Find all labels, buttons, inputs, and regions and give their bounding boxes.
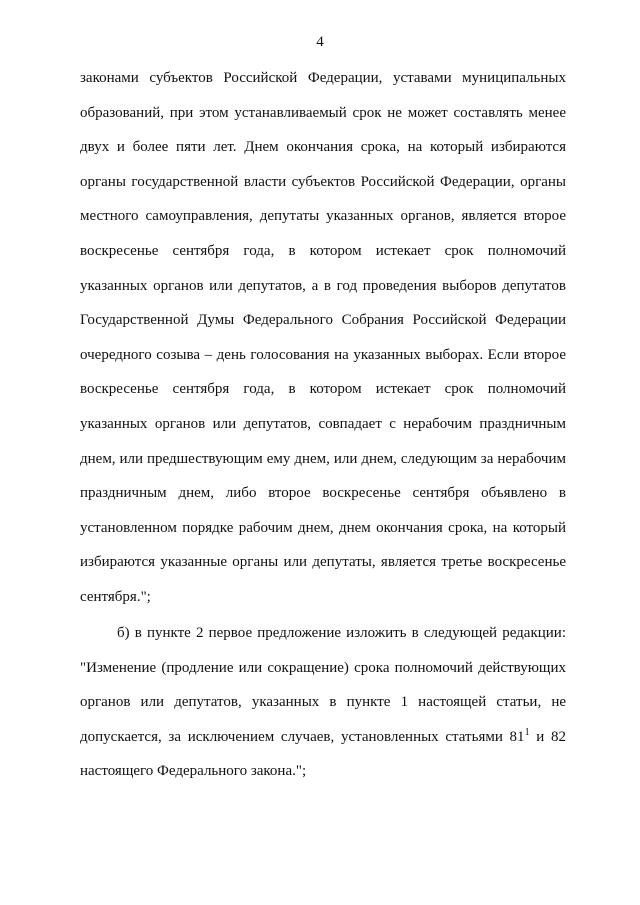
paragraph-amendment-b — [80, 616, 566, 789]
text-line: настоящего Федерального закона."; — [80, 763, 307, 780]
text-line: органов или депутатов, указанных в пункте 1 настоящей статьи, не — [80, 694, 566, 711]
text-segment: и 82 — [529, 728, 566, 745]
text-line: избираются указанные органы или депутаты, является третье воскресенье — [80, 554, 566, 571]
text-line: двух и более пяти лет. Днем окончания срока, на который избираются — [80, 139, 566, 156]
text-line: очередного созыва – день голосования на указанных выборах. Если второе — [80, 346, 566, 363]
text-line: местного самоуправления, депутаты указанных органов, является второе — [80, 208, 566, 225]
text-line: Государственной Думы Федерального Собрания Российской Федерации — [80, 312, 566, 329]
text-line: указанных органов или депутатов, совпадает с нерабочим праздничным — [80, 415, 566, 432]
superscript: 1 — [524, 726, 530, 738]
text-line: воскресенье сентября года, в котором истекает срок полномочий — [80, 242, 566, 259]
text-line: указанных органов или депутатов, а в год проведения выборов депутатов — [80, 277, 566, 294]
text-line: воскресенье сентября года, в котором истекает срок полномочий — [80, 381, 566, 398]
paragraph-article-text — [80, 61, 566, 615]
text-line: праздничным днем, либо второе воскресенье сентября объявлено в — [80, 485, 566, 502]
text-line: днем, или предшествующим ему днем, или днем, следующим за нерабочим — [80, 450, 566, 467]
text-line: "Изменение (продление или сокращение) срока полномочий действующих — [80, 659, 566, 676]
text-line: сентября."; — [80, 588, 151, 605]
page-number: 4 — [316, 34, 324, 50]
text-line-with-superscript — [80, 720, 566, 755]
text-line: б) в пункте 2 первое предложение изложить в следующей редакции: — [117, 625, 566, 641]
text-line: органы государственной власти субъектов Российской Федерации, органы — [80, 173, 566, 190]
text-line: законами субъектов Российской Федерации, уставами муниципальных — [80, 70, 566, 86]
text-segment: допускается, за исключением случаев, установленных статьями 81 — [80, 728, 525, 745]
text-line: образований, при этом устанавливаемый срок не может составлять менее — [80, 104, 566, 121]
text-line: установленном порядке рабочим днем, днем окончания срока, на который — [80, 519, 566, 536]
